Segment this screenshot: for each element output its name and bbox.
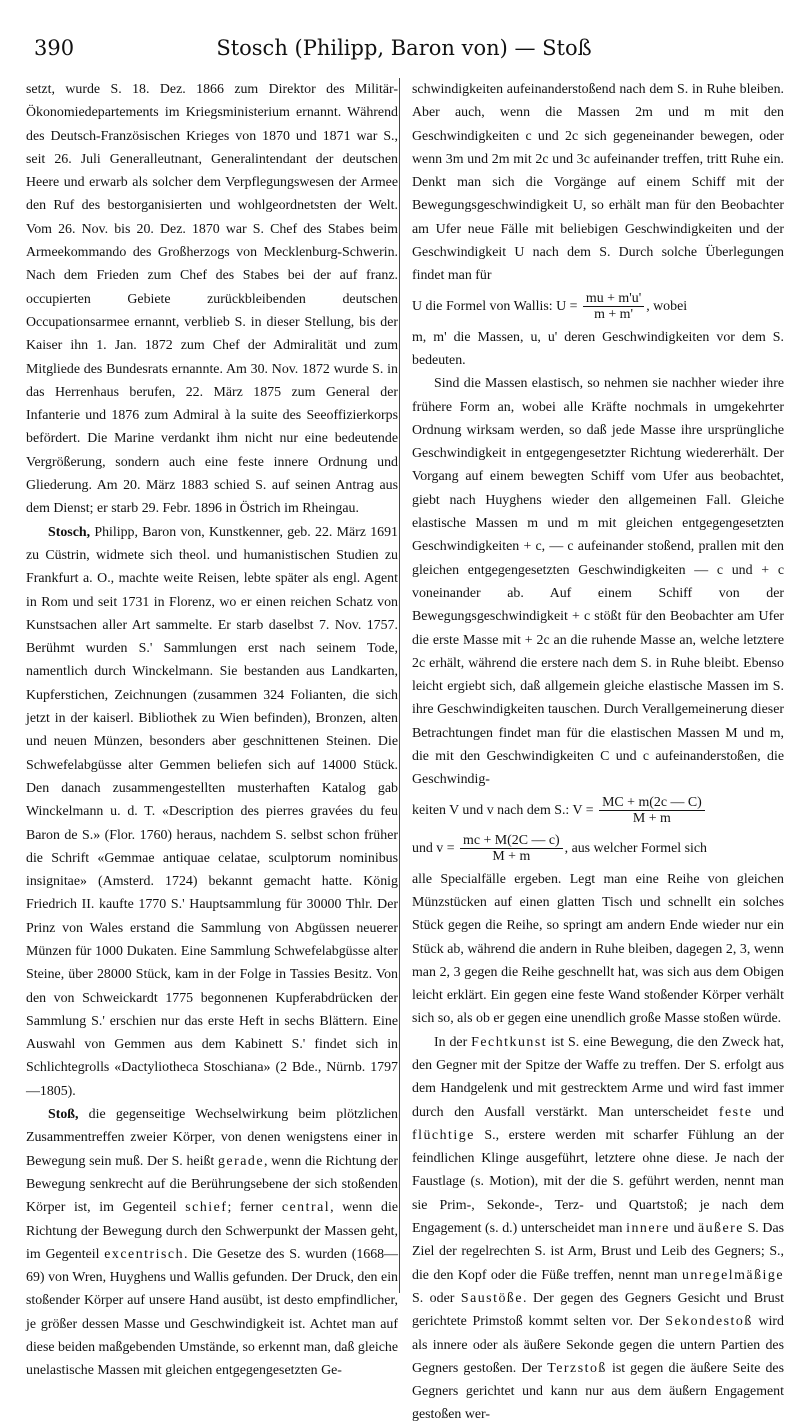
term-sekondestoss: Sekondestoß — [665, 1314, 753, 1330]
paragraph-text: alle Specialfälle ergeben. Legt man eine Reihe von gleichen Münzstücken auf einen glatten Tisch und schnellt ein solches Stück gegen die Reihe, so springt am andern Ende wieder nur ein Stück ab, während die andern in Ruhe bleiben, dagegen 2, 3, wenn man 2, 3 gegen die Reihe geschnellt hat, was sich aus dem Obigen leicht erklärt. Ein gegen eine feste Wand stoßender Körper verhält sich so, als ob er gegen eine unendlich große Masse stoßen würde. — [412, 871, 784, 1027]
entry-text: ist S. eine Bewegung, die den Zweck hat, den Gegner mit der Spitze der Waffe zu treffen. Der S. erfolgt aus dem Handgelenk und mit gestrecktem Arme und wird fast immer durch den Ausfall verstärkt. Man unterscheidet — [412, 1034, 784, 1120]
entry-stosch-philipp — [26, 521, 398, 1103]
entry-text: ; ferner — [227, 1200, 282, 1216]
term-central: central — [281, 1200, 331, 1216]
left-column — [26, 78, 398, 1379]
formula-v — [412, 792, 784, 830]
term-fluechtige: flüchtige — [412, 1127, 475, 1143]
paragraph-stoss-continued: schwindigkeiten aufeinanderstoßend nach dem S. in Ruhe bleiben. Aber auch, wenn die Massen 2m und m mit den Geschwindigkeiten c und 2c sich gegeneinander bewegen, oder wenn 3m und 2m mit 2c und 3c aufeinander treffen, tritt Ruhe ein. Denkt man sich die Vorgänge auf einem Schiff mit der Bewegungsgeschwindigkeit U, so erhält man für den Beobachter am Ufer neue Fälle mit beliebigen Geschwindigkeiten und der Geschwindigkeit U nach dem S. Durch solche Überlegungen findet man für — [412, 82, 784, 284]
entry-text: und — [752, 1104, 784, 1120]
formula-small-v — [412, 830, 784, 868]
entry-text: , wenn die Richtung der Bewegung durch den Schwerpunkt der Massen geht, im Gegenteil — [26, 1200, 398, 1262]
formula-suffix: , aus welcher Formel sich — [564, 840, 707, 856]
term-feste: feste — [718, 1104, 753, 1120]
numerator: MC + m(2c — C) — [599, 795, 705, 811]
entry-text: die gegenseitige Wechselwirkung beim plötzlichen Zusammentreffen zweier Körper, von denen wenigstens einer in Bewegung sein muß. Der S. heißt — [26, 1107, 398, 1169]
fraction — [583, 291, 644, 322]
running-title: Stosch (Philipp, Baron von) — Stoß — [216, 36, 592, 60]
entry-text: S. Das Ziel der regelrechten S. ist Arm, Brust und Leib des Gegners; S., die den Kopf oder die Füße treffen, nennt man — [412, 1221, 785, 1283]
column-divider — [399, 78, 400, 1293]
term-schief: schief — [185, 1200, 228, 1216]
numerator: mc + M(2C — c) — [460, 833, 563, 849]
lemma-stosch: Stosch, — [48, 524, 91, 540]
term-aeussere: äußere — [697, 1221, 744, 1237]
term-excentrisch: excentrisch — [104, 1246, 185, 1262]
paragraph-text: m, m' die Massen, u, u' deren Geschwindigkeiten vor dem S. bedeuten. — [412, 329, 784, 368]
formula-label: U die Formel von Wallis: U = — [412, 298, 581, 314]
entry-text: und — [669, 1221, 698, 1237]
term-terzstoss: Terzstoß — [547, 1360, 607, 1376]
entry-stoss — [26, 1103, 398, 1383]
term-unregelmaessige: unregelmäßige — [681, 1267, 784, 1283]
term-saustoesse: Saustöße — [460, 1290, 524, 1306]
lemma-stoss: Stoß, — [48, 1107, 79, 1123]
formula-suffix: , wobei — [646, 298, 688, 314]
formula-label: und v = — [412, 840, 459, 856]
denominator: m + m' — [594, 306, 633, 322]
entry-text: In der — [434, 1034, 472, 1050]
term-fechtkunst: Fechtkunst — [471, 1034, 548, 1050]
fraction — [460, 833, 563, 864]
paragraph-elastic: Sind die Massen elastisch, so nehmen sie nachher wieder ihre frühere Form an, wobei alle Kräfte nochmals in umgekehrter Ordnung wirksam werden, so daß jede Masse ihre ursprüngliche Geschwindigkeit in entgegengesetzter Richtung wiedererhält. Der Vorgang auf einem bewegten Schiff vom Ufer aus beobachtet, giebt nach Huyghens wieder den allgemeinen Fall. Gleiche elastische Massen m und m mit gleichen entgegengesetzten Geschwindigkeiten + c, — c aufeinander stoßend, prallen mit den gleichen entgegengesetzten Geschwindigkeiten — c und + c voneinander ab. Auf einem Schiff von der Bewegungsgeschwindigkeit + c stößt für den Beobachter am Ufer die erste Masse mit + 2c an die ruhende Masse an, welche letztere 2c erhält, während die erstere nach dem S. in Ruhe bleibt. Ebenso leicht ergiebt sich, daß allgemein gleiche elastische Massen im S. ihre Geschwindigkeiten tauschen. Durch Verallgemeinerung dieser Betrachtungen findet man für die elastischen Massen M und m, die mit den Geschwindigkeiten C und c aufeinanderstoßen, die Geschwindig- — [412, 376, 784, 788]
entry-text: , wenn die Richtung der Bewegung senkrecht auf die Berührungsebene der sich stoßenden Körper ist, im Gegenteil — [26, 1153, 398, 1216]
entry-text: ist gegen die äußere Seite des Gegners gerichtet und kann nur aus dem äußern Engagement gestoßen wer- — [412, 1360, 784, 1423]
page-number: 390 — [34, 36, 75, 60]
entry-text: wird als innere oder als äußere Sekonde gegen die untern Partien des Gegners gestoßen. Der — [412, 1314, 784, 1376]
entry-text: S., erstere werden mit scharfer Fühlung an der feindlichen Klinge ausgeführt, letztere ohne diese. Je nach der Faustlage (s. Motion), mit der die S. geführt werden, nennt man sie Prim-, Sekonde-, Terz- und Quartstoß; je nach dem Engagement (s. d.) unterscheidet man — [412, 1127, 784, 1237]
fraction — [599, 795, 705, 826]
term-gerade: gerade — [217, 1153, 264, 1169]
formula-label: keiten V und v nach dem S.: V = — [412, 802, 598, 818]
paragraph-stosch-continued: setzt, wurde S. 18. Dez. 1866 zum Direktor des Militär-Ökonomiedepartements im Kriegsministerium ernannt. Während des Deutsch-Französischen Krieges von 1870 und 1871 war S., seit 26. Juli Generalleutnant, Generalintendant der deutschen Heere und erwarb als solcher dem Verpflegungswesen der Armee den Ruf des bestorganisierten und wohlgeordnetsten der Welt. Vom 26. Nov. bis 20. Dez. 1870 war S. Chef des Stabes beim Armeekommando des Großherzogs von Mecklenburg-Schwerin. Nach dem Frieden zum Chef des Stabes bei der auf franz. occupierten Gebiete zurückbleibenden deutschen Occupationsarmee ernannt, verblieb S. in dieser Stellung, bis der Kaiser ihn 1. Jan. 1872 zum Chef der Admiralität und zum Mitgliede des Bundesrats ernannte. Am 30. Nov. 1872 wurde S. in das Herrenhaus berufen, 22. März 1875 zum General der Infanterie und 1876 zum Admiral à la suite des Seeoffizierkorps befördert. Die Marine verdankt ihm nicht nur eine bedeutende Vergrößerung, sondern auch eine feste innere Ordnung und Gliederung. Am 20. März 1883 schied S. auf seinen Antrag aus dem Dienst; er starb 29. Febr. 1896 in Östrich im Rheingau. — [26, 82, 398, 517]
term-innere: innere — [626, 1221, 670, 1237]
paragraph-fechtkunst — [412, 1031, 784, 1427]
denominator: M + m — [492, 848, 531, 864]
entry-text: Philipp, Baron von, Kunstkenner, geb. 22. März 1691 zu Cüstrin, widmete sich theol. und humanistischen Studien zu Frankfurt a. O., machte weite Reisen, lebte später als engl. Agent in Rom und seit 1731 in Florenz, wo er einen reichen Schatz von Kunstsachen aller Art sammelte. Er starb daselbst 7. Nov. 1757. Berühmt wurden S.' Sammlungen erst nach seinem Tode, namentlich durch Winckelmann. Sie bestanden aus Landkarten, Kupferstichen, Zeichnungen (zusammen 324 Folianten, die sich jetzt in der kaiserl. Bibliothek zu Wien befinden), Bronzen, alten und neuen Münzen, besonders aber geschnittenen Steinen. Die Schwefelabgüsse alter Gemmen beliefen sich auf 14000 Stück. Den danach zusammengestellten musterhaften Katalog gab Winckelmann u. d. T. «Description des pierres gravées du feu Baron de S.» (Flor. 1760) heraus, nachdem S. selbst schon früher die Schrift «Gemmae antiquae celatae, sculptorum nominibus insignitae» (Amsterd. 1724) bekannt gemacht hatte. König Friedrich II. kaufte 1770 S.' Hauptsammlung für 30000 Thlr. Der Prinz von Wales erstand die Sammlung von Abgüssen neuerer Münzen für 1000 Dukaten. Eine Sammlung Schwefelabgüsse alter Steine, über 28000 Stück, kam in der Folge in Tassies Besitz. Von den von Schweickardt 1775 begonnenen Kupferabdrücken der Sammlung S.' erschien nur das erste Heft in sechs Blättern. Eine Auswahl von Gemmen aus dem Kabinett S.' findet sich in Schlichtegrolls «Dactyliotheca Stoschiana» (2 Bde., Nürnb. 1797—1805). — [26, 524, 398, 1099]
right-column — [412, 78, 785, 1423]
entry-text: . Die Gesetze des S. wurden (1668—69) von Wren, Huyghens und Wallis gefunden. Der Druck, den ein stoßender Körper auf unsere Hand ausübt, ist desto empfindlicher, je größer dessen Masse und Geschwindigkeit ist. Achtet man auf diese beiden maßgebenden Umstände, so erkennt man, daß gleiche unelastische Massen mit gleichen entgegengesetzten Ge- — [26, 1246, 398, 1379]
entry-text: S. oder — [412, 1290, 461, 1306]
entry-text: . Der gegen des Gegners Gesicht und Brust gerichtete Primstoß kommt selten vor. Der — [412, 1290, 784, 1330]
denominator: M + m — [632, 810, 671, 826]
page-header — [34, 36, 774, 70]
numerator: mu + m'u' — [583, 291, 644, 307]
formula-wallis — [412, 288, 784, 326]
